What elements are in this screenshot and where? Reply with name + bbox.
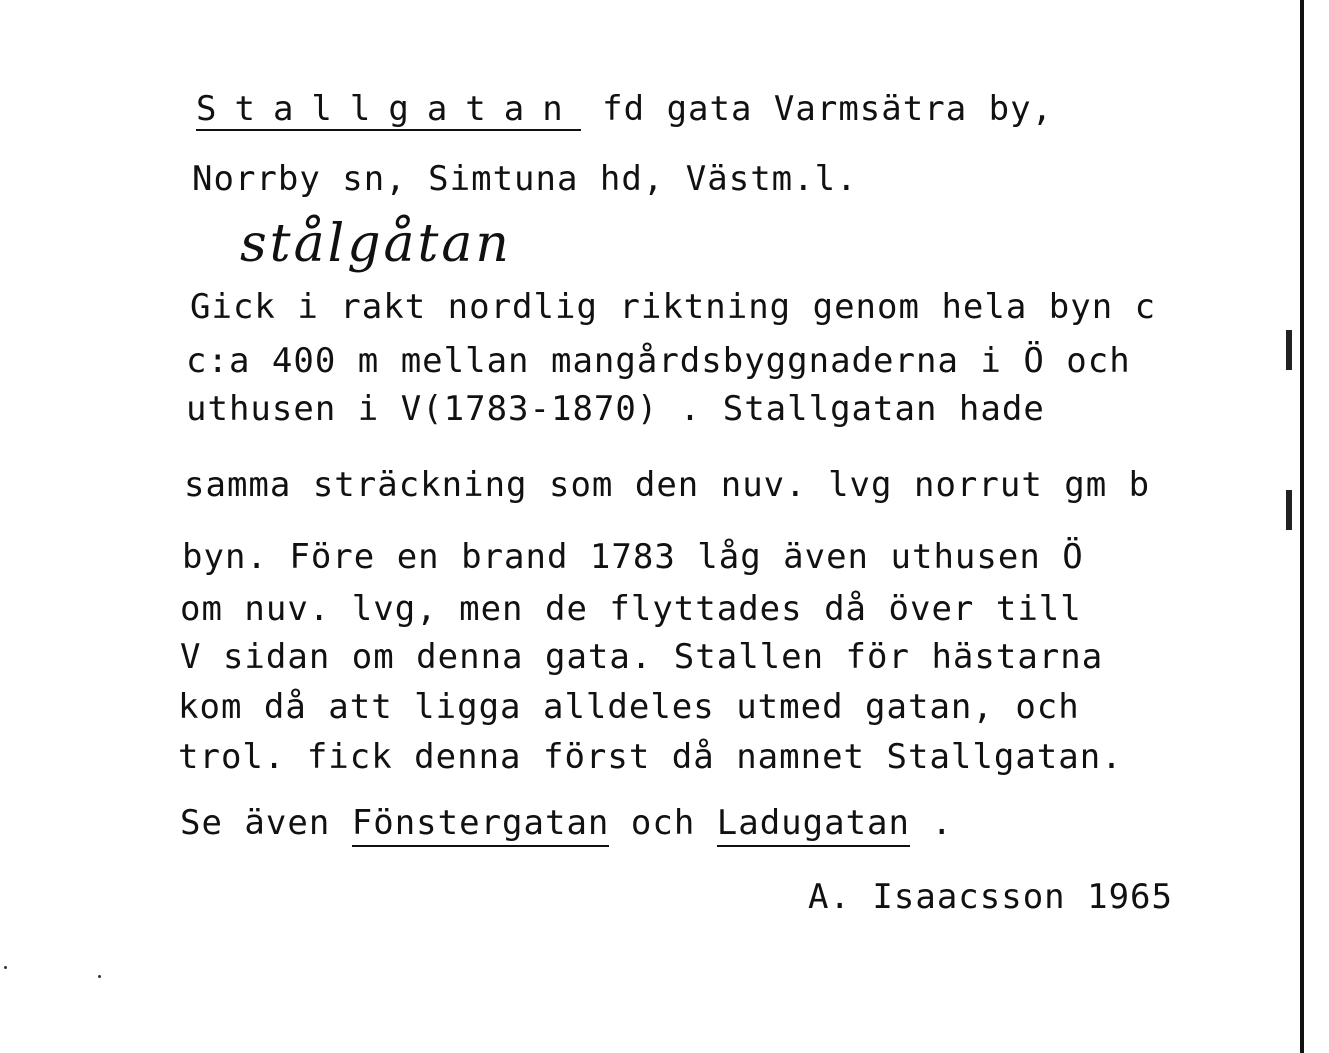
scan-speck xyxy=(98,975,101,978)
body-line: byn. Före en brand 1783 låg även uthusen Ö xyxy=(182,537,1084,577)
body-line: trol. fick denna först då namnet Stallgatan. xyxy=(178,737,1123,777)
handwritten-pronunciation: stålgåtan xyxy=(240,214,512,274)
body-line: Gick i rakt nordlig riktning genom hela byn c xyxy=(190,287,1157,327)
see-also-suffix: . xyxy=(910,803,953,843)
body-line: V sidan om denna gata. Stallen för hästarna xyxy=(180,637,1104,677)
reference-fonstergatan: Fönstergatan xyxy=(352,803,610,847)
scan-speck xyxy=(4,966,7,969)
see-also-middle: och xyxy=(609,803,717,843)
body-line: c:a 400 m mellan mangårdsbyggnaderna i Ö och xyxy=(186,341,1131,381)
body-line: uthusen i V(1783-1870) . Stallgatan hade xyxy=(186,389,1045,429)
edge-mark xyxy=(1286,490,1292,530)
signature: A. Isaacsson 1965 xyxy=(808,877,1173,917)
location-line: Norrby sn, Simtuna hd, Västm.l. xyxy=(192,159,858,199)
body-line: kom då att ligga alldeles utmed gatan, och xyxy=(178,687,1080,727)
see-also-line xyxy=(180,803,953,843)
street-name: Stallgatan xyxy=(196,89,581,129)
see-also-prefix: Se även xyxy=(180,803,352,843)
body-line: om nuv. lvg, men de flyttades då över till xyxy=(180,589,1082,629)
heading-rest: fd gata Varmsätra by, xyxy=(580,89,1054,129)
card-edge-line xyxy=(1300,0,1304,1053)
card-heading xyxy=(196,89,1054,129)
edge-mark xyxy=(1286,330,1292,370)
body-line: samma sträckning som den nuv. lvg norrut gm b xyxy=(184,465,1151,505)
reference-ladugatan: Ladugatan xyxy=(717,803,910,847)
